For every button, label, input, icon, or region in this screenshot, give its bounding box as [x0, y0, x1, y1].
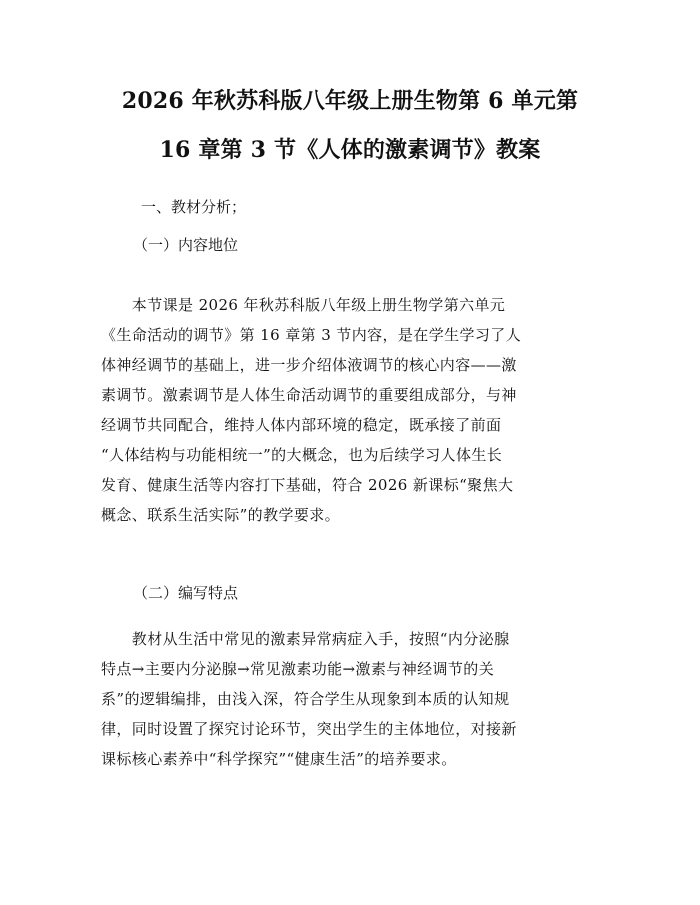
paragraph-line: 特点→主要内分泌腺→常见激素功能→激素与神经调节的关 — [101, 660, 495, 678]
paragraph-line: 本节课是 2026 年秋苏科版八年级上册生物学第六单元 — [101, 296, 506, 314]
paragraph-line: 经调节共同配合，维持人体内部环境的稳定，既承接了前面 — [101, 416, 502, 434]
paragraph-line: 发育、健康生活等内容打下基础，符合 2026 新课标“聚焦大 — [101, 476, 514, 494]
paragraph-line: 系”的逻辑编排，由浅入深，符合学生从现象到本质的认知规 — [101, 690, 510, 708]
section-heading-textbook-analysis: 一、教材分析； — [141, 198, 247, 216]
paragraph-line: 素调节。激素调节是人体生命活动调节的重要组成部分，与神 — [101, 386, 517, 404]
paragraph-line: 概念、联系生活实际”的教学要求。 — [101, 506, 341, 524]
document-title-line-1: 2026 年秋苏科版八年级上册生物第 6 单元第 — [121, 88, 579, 114]
document-title-line-2: 16 章第 3 节《人体的激素调节》教案 — [159, 137, 541, 163]
paragraph-line: 体神经调节的基础上，进一步介绍体液调节的核心内容——激 — [101, 356, 517, 374]
paragraph-line: “人体结构与功能相统一”的大概念，也为后续学习人体生长 — [101, 446, 503, 464]
subsection-heading-content-position: （一）内容地位 — [133, 236, 239, 254]
paragraph-line: 《生命活动的调节》第 16 章第 3 节内容，是在学生学习了人 — [101, 326, 522, 344]
paragraph-line: 课标核心素养中“科学探究”“健康生活”的培养要求。 — [101, 750, 457, 768]
paragraph-writing-features — [101, 624, 601, 774]
paragraph-line: 律，同时设置了探究讨论环节，突出学生的主体地位，对接新 — [101, 720, 517, 738]
paragraph-content-position — [101, 290, 601, 530]
subsection-heading-writing-features: （二）编写特点 — [133, 584, 239, 602]
paragraph-line: 教材从生活中常见的激素异常病症入手，按照“内分泌腺 — [101, 630, 510, 648]
